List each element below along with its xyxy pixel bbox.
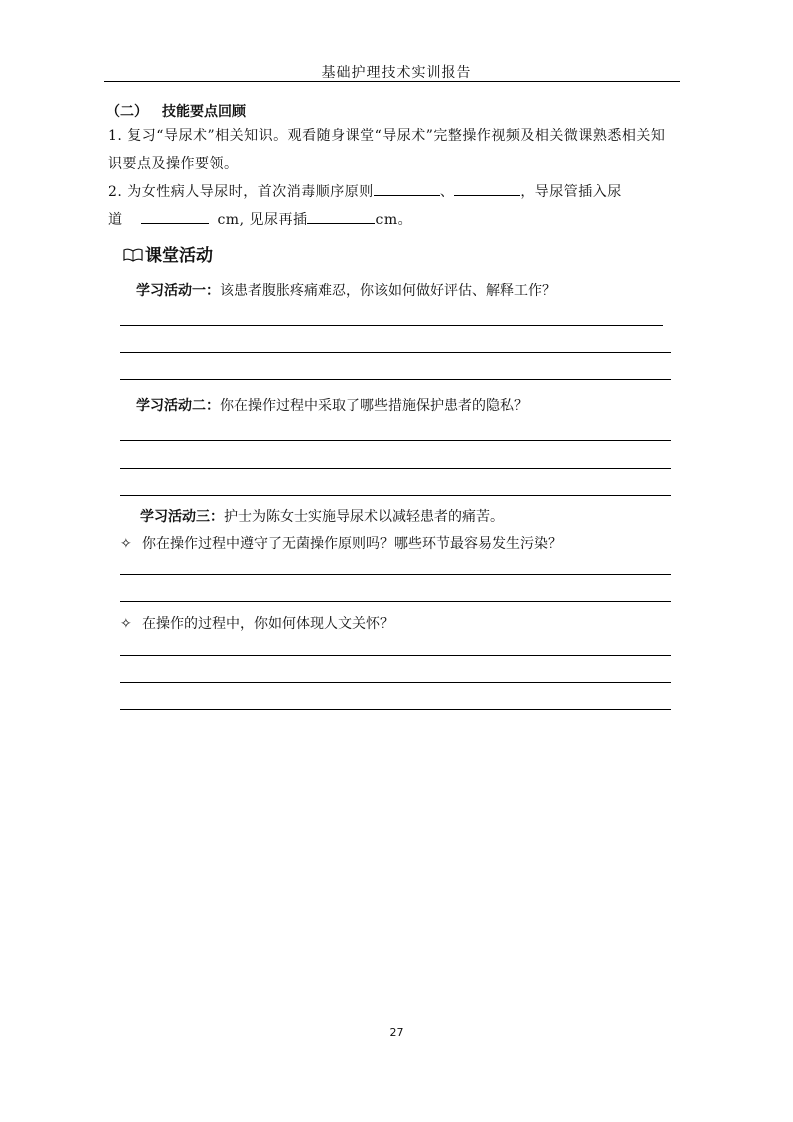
activity-3-label: 学习活动三： bbox=[140, 509, 224, 525]
answer-line[interactable] bbox=[120, 468, 671, 469]
review-item-2-text-a: 2. 为女性病人导尿时，首次消毒顺序原则 bbox=[108, 184, 374, 200]
answer-line[interactable] bbox=[120, 379, 671, 380]
answer-line[interactable] bbox=[120, 440, 671, 441]
answer-line[interactable] bbox=[120, 682, 671, 683]
bullet-item-2-text: 在操作的过程中，你如何体现人文关怀？ bbox=[142, 616, 394, 632]
diamond-bullet-icon: ✧ bbox=[120, 616, 132, 632]
activity-2-question: 你在操作过程中采取了哪些措施保护患者的隐私？ bbox=[220, 398, 528, 414]
activity-3 bbox=[140, 506, 504, 526]
answer-line[interactable] bbox=[120, 574, 671, 575]
fill-blank-4[interactable] bbox=[307, 209, 375, 224]
bullet-item-2 bbox=[120, 613, 394, 633]
review-item-2-text-d: cm, 见尿再插 bbox=[217, 212, 308, 228]
answer-line[interactable] bbox=[120, 352, 671, 353]
header-divider bbox=[104, 81, 680, 82]
fill-blank-3[interactable] bbox=[141, 209, 209, 224]
activity-2 bbox=[136, 395, 528, 415]
bullet-item-1 bbox=[120, 533, 562, 553]
activity-2-label: 学习活动二： bbox=[136, 398, 220, 414]
review-item-2-sep: 、 bbox=[439, 184, 455, 200]
page-header-title: 基础护理技术实训报告 bbox=[321, 65, 472, 81]
open-book-icon bbox=[123, 248, 143, 262]
review-item-1: 1. 复习“导尿术”相关知识。观看随身课堂“导尿术”完整操作视频及相关微课熟悉相关知识要点及操作要领。 bbox=[108, 128, 666, 172]
review-item-2-text-e: cm。 bbox=[375, 212, 413, 228]
review-item-2-text-b: ，导尿管插入尿 bbox=[520, 184, 622, 200]
bullet-item-1-text: 你在操作过程中遵守了无菌操作原则吗？哪些环节最容易发生污染？ bbox=[142, 536, 562, 552]
fill-blank-1[interactable] bbox=[374, 181, 440, 196]
activity-1 bbox=[136, 280, 556, 300]
answer-line[interactable] bbox=[120, 709, 671, 710]
answer-line[interactable] bbox=[120, 655, 671, 656]
review-item-2 bbox=[108, 178, 678, 234]
page-number: 27 bbox=[389, 1026, 404, 1039]
classroom-activity-heading bbox=[123, 241, 213, 266]
diamond-bullet-icon: ✧ bbox=[120, 536, 132, 552]
fill-blank-2[interactable] bbox=[454, 181, 520, 196]
answer-line[interactable] bbox=[120, 601, 671, 602]
classroom-activity-title: 课堂活动 bbox=[145, 246, 213, 266]
activity-1-question: 该患者腹胀疼痛难忍，你该如何做好评估、解释工作？ bbox=[220, 283, 556, 299]
section-number: （二） bbox=[106, 104, 148, 120]
section-heading bbox=[106, 101, 246, 121]
review-item-2-text-c: 道 bbox=[108, 212, 123, 228]
answer-line[interactable] bbox=[120, 325, 663, 326]
answer-line[interactable] bbox=[120, 495, 671, 496]
activity-1-label: 学习活动一： bbox=[136, 283, 220, 299]
section-title: 技能要点回顾 bbox=[162, 104, 246, 120]
activity-3-question: 护士为陈女士实施导尿术以减轻患者的痛苦。 bbox=[224, 509, 504, 525]
